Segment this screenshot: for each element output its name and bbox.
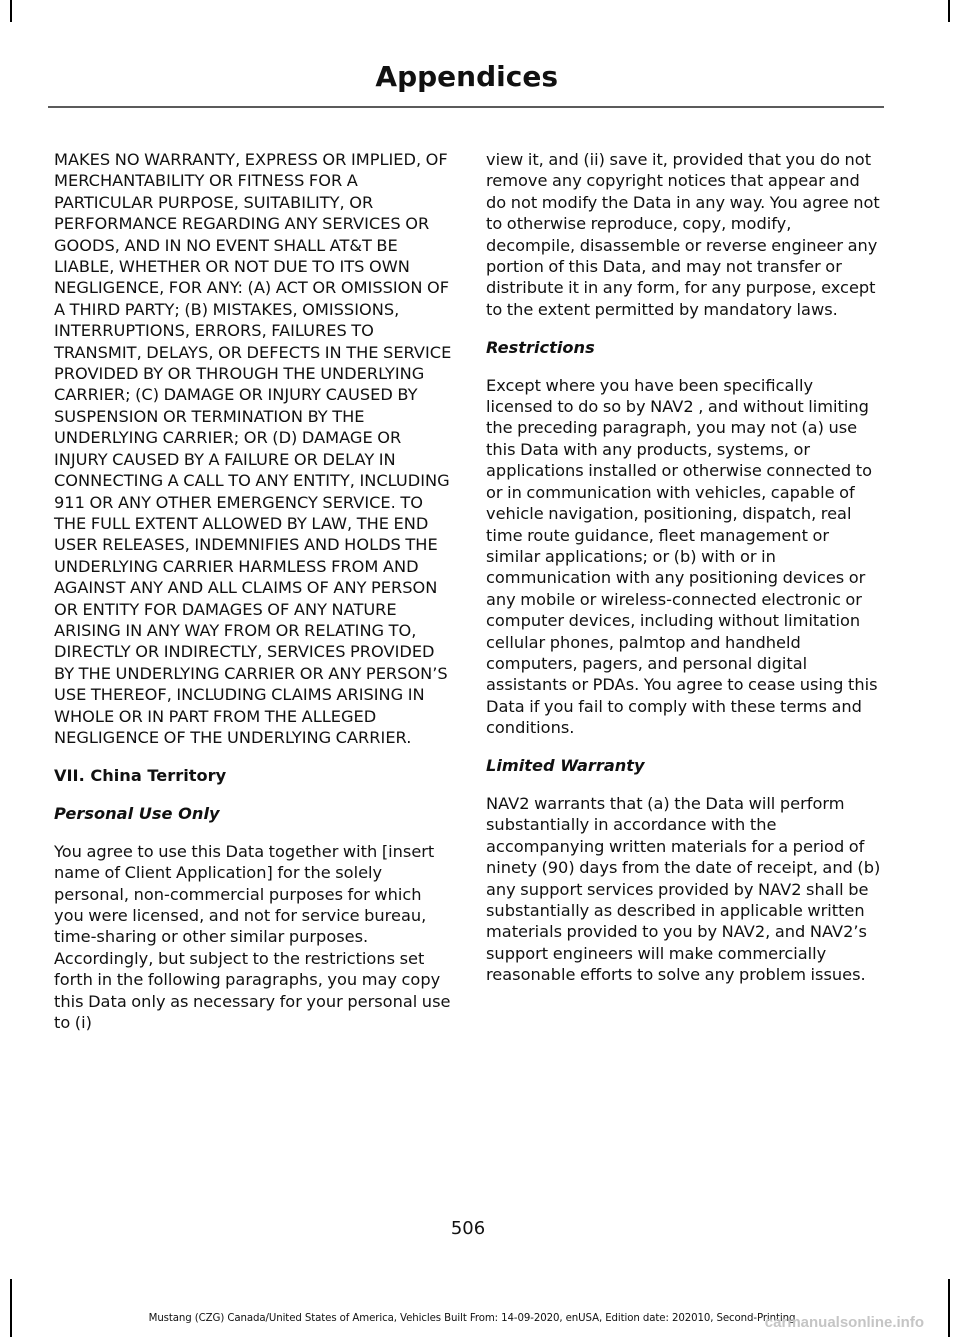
section-title: Appendices [375,60,558,93]
crop-mark-bottom-left [10,1279,12,1337]
edition-footer: Mustang (CZG) Canada/United States of America, Vehicles Built From: 14-09-2020, enUSA, Edition date: 202010, Second-Printing [148,1313,796,1324]
crop-mark-top-left [10,0,12,22]
restrictions-subheading: Restrictions [486,337,595,357]
right-column [486,149,884,1002]
limited-warranty-paragraph: NAV2 warrants that (a) the Data will perform substantially in accordance with the accompanying written materials for a period of ninety (90) days from the date of receipt, and (b) any support services provided by NAV2 shall be substantially as described in applicable written materials provided to you by NAV2, and NAV2’s support engineers will make commercially reasonable efforts to solve any problem issues. [486,793,881,985]
page-number: 506 [450,1218,486,1239]
personal-use-continued-paragraph: view it, and (ii) save it, provided that you do not remove any copyright notices that appear and do not modify the Data in any way. You agree not to otherwise reproduce, copy, modify, decompile, disassemble or reverse engineer any portion of this Data, and may not transfer or distribute it in any form, for any purpose, except to the extent permitted by mandatory laws. [486,150,880,319]
crop-mark-top-right [948,0,950,22]
limited-warranty-subheading: Limited Warranty [486,756,645,776]
header-divider [48,106,884,108]
restrictions-paragraph: Except where you have been specifically licensed to do so by NAV2 , and without limiting the preceding paragraph, you may not (a) use this Data with any products, systems, or applications installed or otherwise connected to or in communication with vehicles, capable of vehicle navigation, positioning, dispatch, real time route guidance, fleet management or similar applications; or (b) with or in communication with any positioning devices or any mobile or wireless-connected electronic or computer devices, including without limitation cellular phones, palmtop and handheld computers, pagers, and personal digital assistants or PDAs. You agree to cease using this Data if you fail to comply with these terms and conditions. [486,375,878,738]
watermark-logo: carmanualsonline.info [764,1314,924,1331]
personal-use-paragraph: You agree to use this Data together with [insert name of Client Application] for the solely personal, non-commercial purposes for which you were licensed, and not for service bureau, time-sharing or other similar purposes. Accordingly, but subject to the restrictions set forth in the following paragraphs, you may copy this Data only as necessary for your personal use to (i) [54,841,451,1032]
crop-mark-bottom-right [948,1279,950,1337]
warranty-disclaimer-paragraph: MAKES NO WARRANTY, EXPRESS OR IMPLIED, OF MERCHANTABILITY OR FITNESS FOR A PARTICULAR PURPOSE, SUITABILITY, OR PERFORMANCE REGARDING ANY SERVICES OR GOODS, AND IN NO EVENT SHALL AT&T BE LIABLE, WHETHER OR NOT DUE TO ITS OWN NEGLIGENCE, FOR ANY: (A) ACT OR OMISSION OF A THIRD PARTY; (B) MISTAKES, OMISSIONS, INTERRUPTIONS, ERRORS, FAILURES TO TRANSMIT, DELAYS, OR DEFECTS IN THE SERVICE PROVIDED BY OR THROUGH THE UNDERLYING CARRIER; (C) DAMAGE OR INJURY CAUSED BY SUSPENSION OR TERMINATION BY THE UNDERLYING CARRIER; OR (D) DAMAGE OR INJURY CAUSED BY A FAILURE OR DELAY IN CONNECTING A CALL TO ANY ENTITY, INCLUDING 911 OR ANY OTHER EMERGENCY SERVICE. TO THE FULL EXTENT ALLOWED BY LAW, THE END USER RELEASES, INDEMNIFIES AND HOLDS THE UNDERLYING CARRIER HARMLESS FROM AND AGAINST ANY AND ALL CLAIMS OF ANY PERSON OR ENTITY FOR DAMAGES OF ANY NATURE ARISING IN ANY WAY FROM OR RELATING TO, DIRECTLY OR INDIRECTLY, SERVICES PROVIDED BY THE UNDERLYING CARRIER OR ANY PERSON’S USE THEREOF, INCLUDING CLAIMS ARISING IN WHOLE OR IN PART FROM THE ALLEGED NEGLIGENCE OF THE UNDERLYING CARRIER. [54,150,452,747]
china-territory-heading: VII. China Territory [54,765,227,785]
left-column [54,149,452,1050]
personal-use-subheading: Personal Use Only [54,803,220,823]
